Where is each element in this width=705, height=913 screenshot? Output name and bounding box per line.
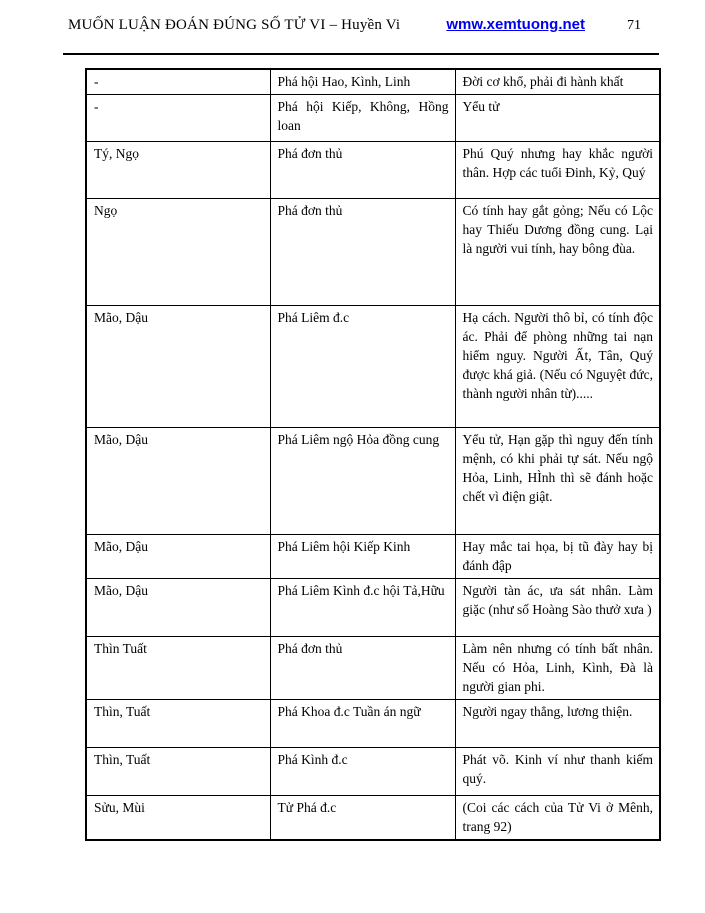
interpretation-cell: Người tàn ác, ưa sát nhân. Làm giặc (như số Hoàng Sào thưở xưa ) (455, 579, 660, 637)
table-row (86, 637, 660, 700)
branch-cell: Sửu, Mùi (86, 796, 270, 841)
star-combination-cell: Phá hội Kiếp, Không, Hồng loan (270, 95, 455, 142)
branch-cell: Ngọ (86, 199, 270, 306)
branch-cell: Mão, Dậu (86, 579, 270, 637)
table-row (86, 69, 660, 95)
website-link[interactable]: wmw.xemtuong.net (446, 16, 585, 33)
branch-cell: - (86, 69, 270, 95)
star-combination-cell: Phá hội Hao, Kình, Linh (270, 69, 455, 95)
star-combination-cell: Phá Liêm Kình đ.c hội Tả,Hữu (270, 579, 455, 637)
star-combination-cell: Phá Liêm ngộ Hỏa đồng cung (270, 428, 455, 535)
interpretation-cell: (Coi các cách của Tử Vi ở Mênh, trang 92) (455, 796, 660, 841)
table-row (86, 748, 660, 796)
interpretation-cell: Phát võ. Kinh ví như thanh kiếm quý. (455, 748, 660, 796)
branch-cell: Mão, Dậu (86, 535, 270, 579)
star-combination-cell: Phá Liêm đ.c (270, 306, 455, 428)
astrology-table (85, 68, 661, 841)
interpretation-cell: Phú Quý nhưng hay khắc người thân. Hợp các tuổi Đinh, Kỷ, Quý (455, 142, 660, 199)
page-number: 71 (627, 18, 641, 33)
branch-cell: Thìn, Tuất (86, 700, 270, 748)
table-row (86, 142, 660, 199)
page-header-right (446, 16, 659, 34)
branch-cell: Tý, Ngọ (86, 142, 270, 199)
star-combination-cell: Phá Liêm hội Kiếp Kinh (270, 535, 455, 579)
header-rule (63, 53, 659, 55)
page-header (63, 16, 659, 34)
star-combination-cell: Phá đơn thủ (270, 199, 455, 306)
interpretation-cell: Hạ cách. Người thô bỉ, có tính độc ác. Phải để phòng những tai nạn hiểm nguy. Người Ất, Tân, Quý được khá giả. (Nếu có Nguyệt đức, thành người nhân từ)..... (455, 306, 660, 428)
branch-cell: Mão, Dậu (86, 306, 270, 428)
star-combination-cell: Phá Kình đ.c (270, 748, 455, 796)
table-row (86, 95, 660, 142)
star-combination-cell: Phá đơn thủ (270, 637, 455, 700)
interpretation-cell: Đời cơ khổ, phải đi hành khất (455, 69, 660, 95)
star-combination-cell: Phá Khoa đ.c Tuần án ngữ (270, 700, 455, 748)
page-title: MUỐN LUẬN ĐOÁN ĐÚNG SỐ TỬ VI – Huyền Vi (68, 17, 401, 33)
star-combination-cell: Phá đơn thủ (270, 142, 455, 199)
table-row (86, 428, 660, 535)
interpretation-cell: Yểu tử, Hạn gặp thì nguy đến tính mệnh, có khi phải tự sát. Nếu ngộ Hỏa, Linh, HÌnh thì sẽ đánh hoặc chết vì điện giật. (455, 428, 660, 535)
table-row (86, 579, 660, 637)
star-combination-cell: Tử Phá đ.c (270, 796, 455, 841)
branch-cell: Thìn, Tuất (86, 748, 270, 796)
table-row (86, 700, 660, 748)
table-row (86, 199, 660, 306)
table-row (86, 796, 660, 841)
interpretation-cell: Hay mắc tai họa, bị tũ đày hay bị đánh đập (455, 535, 660, 579)
table-row (86, 306, 660, 428)
table-row (86, 535, 660, 579)
branch-cell: - (86, 95, 270, 142)
interpretation-cell: Làm nên nhưng có tính bất nhân. Nếu có Hỏa, Linh, Kình, Đà là người gian phi. (455, 637, 660, 700)
interpretation-cell: Người ngay thẳng, lương thiện. (455, 700, 660, 748)
branch-cell: Mão, Dậu (86, 428, 270, 535)
interpretation-cell: Có tính hay gắt gỏng; Nếu có Lộc hay Thiếu Dương đồng cung. Lại là người vui tính, hay bông đùa. (455, 199, 660, 306)
branch-cell: Thìn Tuất (86, 637, 270, 700)
interpretation-cell: Yểu tử (455, 95, 660, 142)
